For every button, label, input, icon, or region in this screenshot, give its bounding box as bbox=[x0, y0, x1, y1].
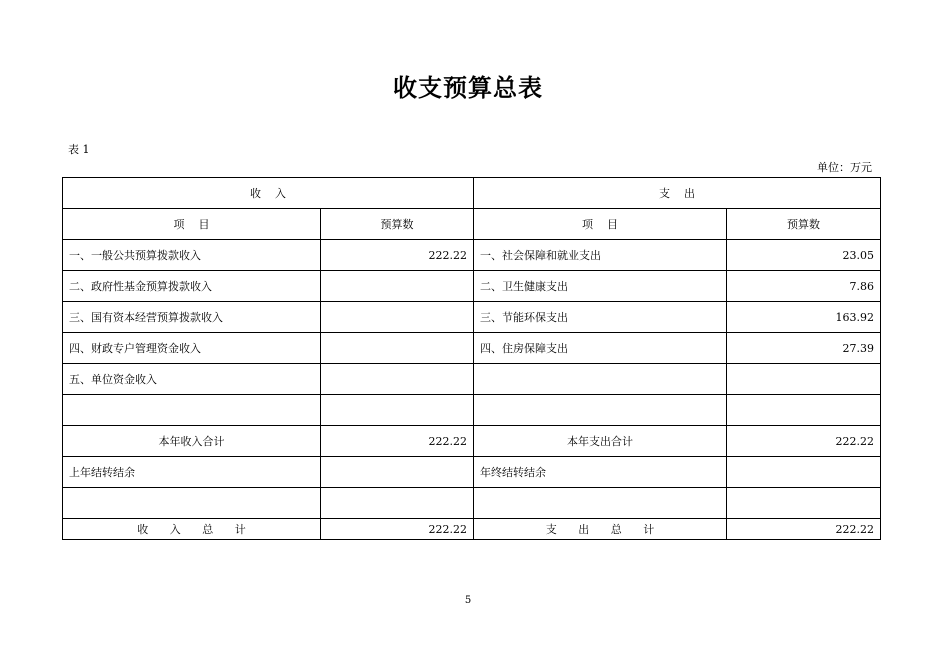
income-value: 222.22 bbox=[321, 240, 474, 271]
blank-row bbox=[63, 488, 881, 519]
income-item: 一、一般公共预算拨款收入 bbox=[63, 240, 321, 271]
expense-carryover-label: 年终结转结余 bbox=[474, 457, 727, 488]
expense-budget-header: 预算数 bbox=[727, 209, 881, 240]
blank-cell bbox=[727, 488, 881, 519]
income-value bbox=[321, 333, 474, 364]
income-total-label: 收 入 总 计 bbox=[63, 519, 321, 540]
expense-carryover-value bbox=[727, 457, 881, 488]
unit-label: 单位：万元 bbox=[817, 161, 872, 174]
income-item: 四、财政专户管理资金收入 bbox=[63, 333, 321, 364]
table-row bbox=[63, 333, 881, 364]
income-subtotal-value: 222.22 bbox=[321, 426, 474, 457]
table-row bbox=[63, 271, 881, 302]
document-title: 收支预算总表 bbox=[393, 73, 543, 102]
income-value bbox=[321, 302, 474, 333]
income-total-value: 222.22 bbox=[321, 519, 474, 540]
expense-subtotal-value: 222.22 bbox=[727, 426, 881, 457]
expense-value: 23.05 bbox=[727, 240, 881, 271]
income-subtotal-label: 本年收入合计 bbox=[63, 426, 321, 457]
carryover-row bbox=[63, 457, 881, 488]
income-carryover-value bbox=[321, 457, 474, 488]
expense-item: 四、住房保障支出 bbox=[474, 333, 727, 364]
income-item: 三、国有资本经营预算拨款收入 bbox=[63, 302, 321, 333]
expense-total-value: 222.22 bbox=[727, 519, 881, 540]
expense-item: 三、节能环保支出 bbox=[474, 302, 727, 333]
table-row bbox=[63, 240, 881, 271]
income-item: 二、政府性基金预算拨款收入 bbox=[63, 271, 321, 302]
expense-value bbox=[727, 364, 881, 395]
blank-cell bbox=[321, 488, 474, 519]
income-value bbox=[321, 271, 474, 302]
subtotal-row bbox=[63, 426, 881, 457]
table-row bbox=[63, 395, 881, 426]
income-value bbox=[321, 364, 474, 395]
income-carryover-label: 上年结转结余 bbox=[63, 457, 321, 488]
page-number: 5 bbox=[464, 595, 472, 606]
total-row bbox=[63, 519, 881, 540]
expense-value: 27.39 bbox=[727, 333, 881, 364]
budget-summary-table bbox=[62, 177, 881, 540]
column-header-row bbox=[63, 209, 881, 240]
table-row bbox=[63, 364, 881, 395]
blank-cell bbox=[63, 488, 321, 519]
expense-section-header: 支 出 bbox=[474, 178, 881, 209]
income-item bbox=[63, 395, 321, 426]
expense-item-header: 项 目 bbox=[474, 209, 727, 240]
income-item-header: 项 目 bbox=[63, 209, 321, 240]
expense-item bbox=[474, 395, 727, 426]
section-header-row bbox=[63, 178, 881, 209]
income-budget-header: 预算数 bbox=[321, 209, 474, 240]
expense-value: 163.92 bbox=[727, 302, 881, 333]
income-section-header: 收 入 bbox=[63, 178, 474, 209]
expense-subtotal-label: 本年支出合计 bbox=[474, 426, 727, 457]
expense-item: 一、社会保障和就业支出 bbox=[474, 240, 727, 271]
table-row bbox=[63, 302, 881, 333]
table-label: 表 1 bbox=[68, 143, 90, 156]
income-value bbox=[321, 395, 474, 426]
expense-value bbox=[727, 395, 881, 426]
expense-value: 7.86 bbox=[727, 271, 881, 302]
blank-cell bbox=[474, 488, 727, 519]
expense-item bbox=[474, 364, 727, 395]
income-item: 五、单位资金收入 bbox=[63, 364, 321, 395]
expense-item: 二、卫生健康支出 bbox=[474, 271, 727, 302]
expense-total-label: 支 出 总 计 bbox=[474, 519, 727, 540]
